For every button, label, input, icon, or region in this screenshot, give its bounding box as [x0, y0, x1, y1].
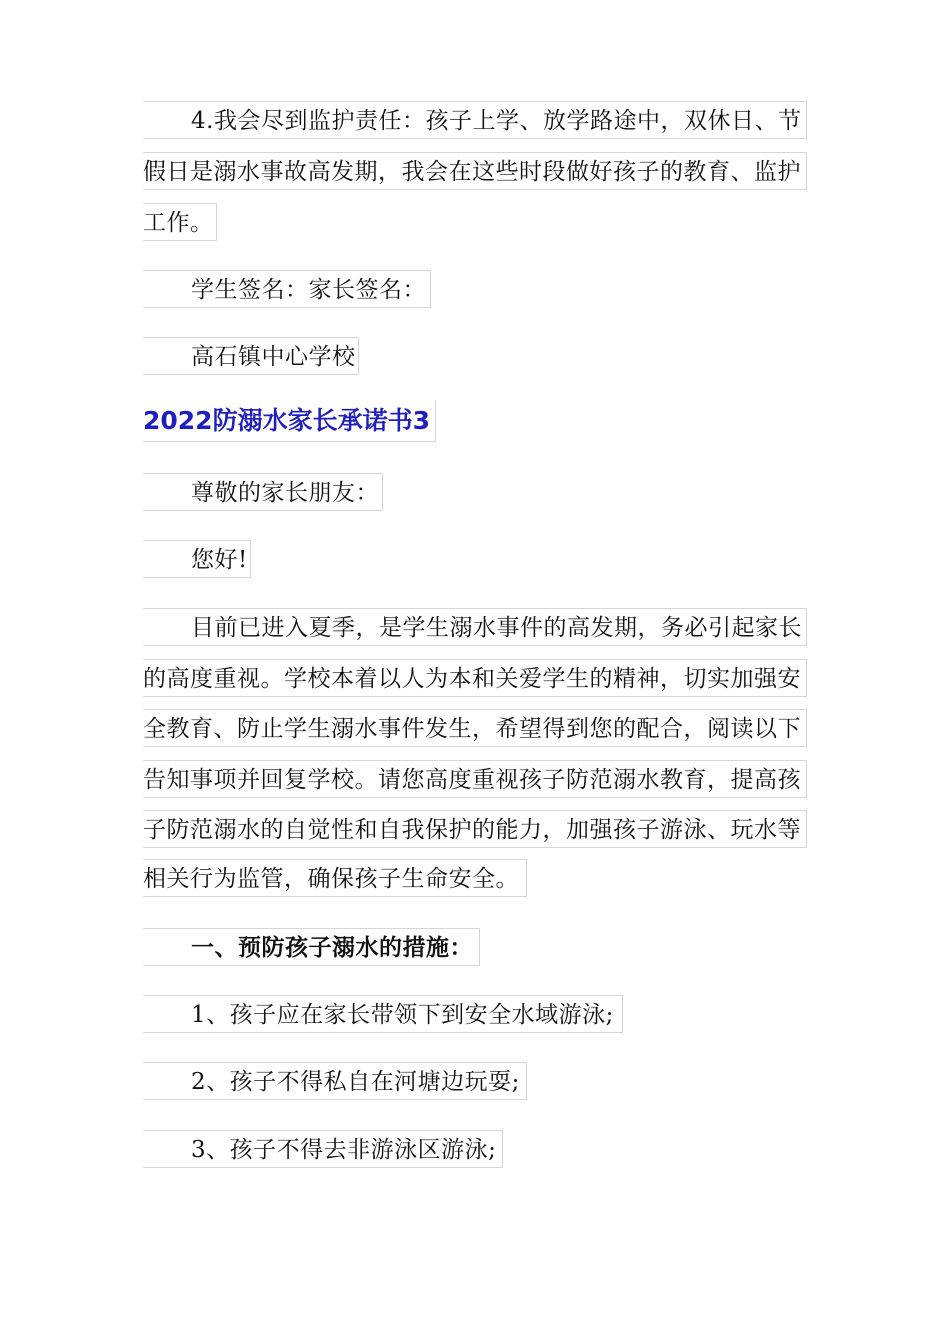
- paragraph-line: 工作。: [143, 203, 217, 241]
- paragraph-line: 告知事项并回复学校。请您高度重视孩子防范溺水教育，提高孩: [143, 760, 807, 798]
- greeting: 您好!: [143, 540, 251, 578]
- salutation: 尊敬的家长朋友：: [143, 473, 383, 511]
- paragraph-line: 假日是溺水事故高发期，我会在这些时段做好孩子的教育、监护: [143, 152, 807, 190]
- signature-line: 学生签名：家长签名：: [143, 270, 431, 308]
- document-heading: 2022防溺水家长承诺书3: [143, 400, 436, 442]
- paragraph-line: 目前已进入夏季，是学生溺水事件的高发期，务必引起家长: [143, 608, 807, 646]
- paragraph-line: 的高度重视。学校本着以人为本和关爱学生的精神，切实加强安: [143, 659, 807, 697]
- list-item: 1、孩子应在家长带领下到安全水域游泳;: [143, 995, 623, 1033]
- paragraph-line: 子防范溺水的自觉性和自我保护的能力，加强孩子游泳、玩水等: [143, 810, 807, 848]
- paragraph-line: 相关行为监管，确保孩子生命安全。: [143, 859, 527, 897]
- paragraph-line: 4.我会尽到监护责任：孩子上学、放学路途中，双休日、节: [143, 101, 807, 139]
- list-item: 3、孩子不得去非游泳区游泳;: [143, 1130, 503, 1168]
- school-name: 高石镇中心学校: [143, 337, 359, 375]
- paragraph-line: 全教育、防止学生溺水事件发生，希望得到您的配合，阅读以下: [143, 709, 807, 747]
- list-item: 2、孩子不得私自在河塘边玩耍;: [143, 1062, 527, 1100]
- section-title: 一、预防孩子溺水的措施：: [143, 928, 480, 966]
